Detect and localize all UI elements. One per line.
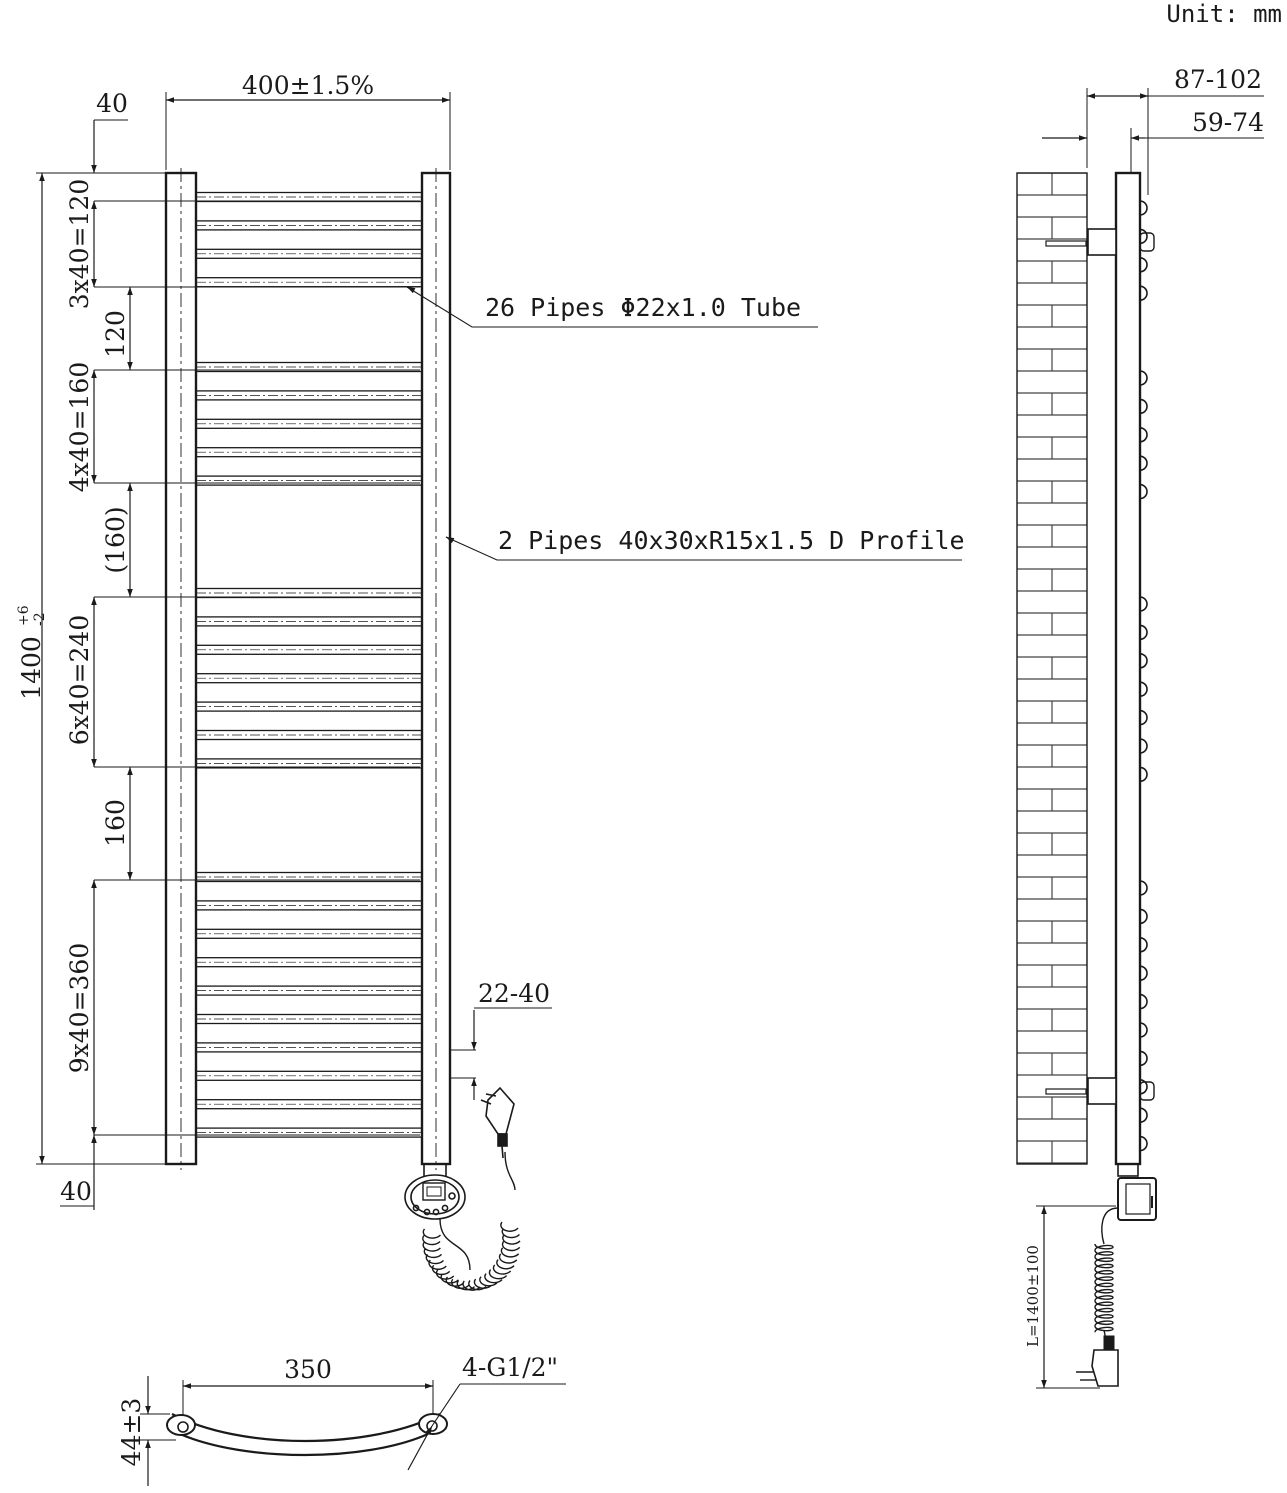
svg-text:-2: -2 [32,612,48,626]
bottom-offset-label: 40 [60,1177,92,1206]
svg-text:1400: 1400 [17,636,46,700]
cable-length-label: L=1400±100 [1024,1245,1042,1347]
coiled-cable [423,1152,520,1290]
side-profile [1116,173,1140,1164]
gap-2-label: (160) [101,506,130,574]
svg-text:+6: +6 [16,605,32,626]
plug-icon [481,1088,514,1158]
top-view [140,1376,566,1486]
group-4-label: 9x40=360 [65,942,94,1074]
total-height-dimension [16,605,48,700]
group-1-label: 3x40=120 [65,178,94,310]
bracket-depth-label: 44±3 [117,1397,146,1467]
centers-label: 350 [284,1355,332,1384]
front-view [36,92,962,1210]
unit-label: Unit: mm [1166,0,1282,28]
connections-label: 4-G1/2" [462,1353,559,1382]
horizontal-tubes [196,193,422,1138]
element-offset-label: 22-40 [477,979,551,1008]
gap-1-label: 120 [101,310,130,358]
top-offset-label: 40 [96,89,128,118]
gap-3-label: 160 [101,799,130,847]
side-view [1017,88,1264,1388]
width-dimension: 400±1.5% [241,71,375,100]
group-2-label: 4x40=160 [65,361,94,493]
brick-wall [1017,173,1087,1164]
group-3-label: 6x40=240 [65,614,94,746]
pipes-label: 26 Pipes Φ22x1.0 Tube [485,293,802,322]
profile-label: 2 Pipes 40x30xR15x1.5 D Profile [498,526,965,555]
heating-controller [405,1164,465,1219]
depth-total-label: 87-102 [1174,65,1262,94]
depth-wall-label: 59-74 [1191,108,1265,137]
